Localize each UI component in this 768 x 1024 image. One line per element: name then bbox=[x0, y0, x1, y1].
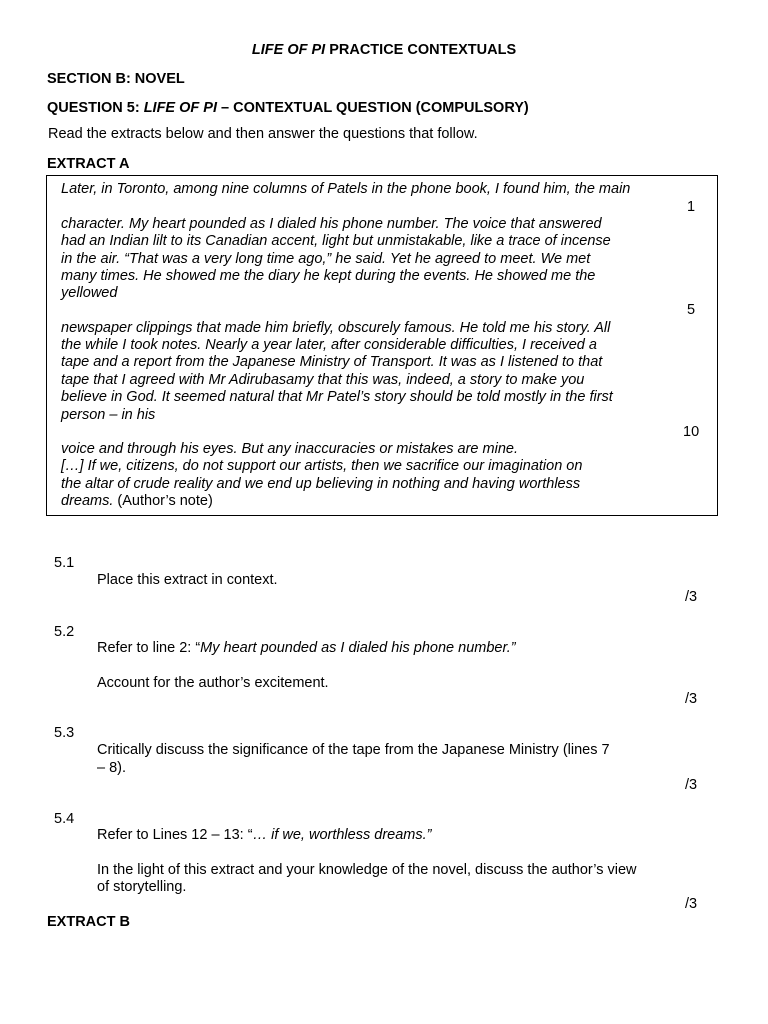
extract-line-text: dreams. bbox=[61, 493, 114, 509]
question-reference bbox=[97, 640, 516, 658]
extract-line: believe in God. It seemed natural that Mr Patel’s story should be told mostly in the first bbox=[61, 389, 613, 405]
reference-prefix: Refer to line 2: “ bbox=[97, 640, 201, 656]
question-number: 5.3 bbox=[54, 725, 75, 741]
extract-b-heading: EXTRACT B bbox=[47, 914, 130, 930]
instruction-text: Read the extracts below and then answer the questions that follow. bbox=[48, 126, 478, 142]
question-text: In the light of this extract and your knowledge of the novel, discuss the author’s view bbox=[97, 862, 637, 878]
title-italic: LIFE OF PI bbox=[251, 42, 326, 58]
question-marks: /3 bbox=[685, 691, 698, 707]
question-text: Account for the author’s excitement. bbox=[97, 675, 329, 691]
question-rest: – CONTEXTUAL QUESTION (COMPULSORY) bbox=[217, 100, 529, 116]
extract-a-heading: EXTRACT A bbox=[47, 156, 130, 172]
extract-line: the while I took notes. Nearly a year later, after considerable difficulties, I received a bbox=[61, 337, 597, 353]
extract-line: in the air. “That was a very long time ago,” he said. Yet he agreed to meet. We met bbox=[61, 251, 591, 267]
question-italic: LIFE OF PI bbox=[143, 100, 217, 116]
extract-line: many times. He showed me the diary he kept during the events. He showed me the bbox=[61, 268, 596, 284]
section-heading: SECTION B: NOVEL bbox=[47, 71, 185, 87]
question-number: 5.4 bbox=[54, 811, 75, 827]
reference-quote: … if we, worthless dreams.” bbox=[252, 827, 432, 843]
extract-line: voice and through his eyes. But any inaccuracies or mistakes are mine. bbox=[61, 441, 518, 457]
question-marks: /3 bbox=[685, 777, 698, 793]
question-marks: /3 bbox=[685, 896, 698, 912]
question-number: 5.1 bbox=[54, 555, 75, 571]
extract-line-last bbox=[61, 493, 213, 510]
extract-line: the altar of crude reality and we end up believing in nothing and having worthless bbox=[61, 476, 581, 492]
extract-line: yellowed bbox=[61, 285, 118, 301]
extract-line: had an Indian lilt to its Canadian accent, light but unmistakable, like a trace of incense bbox=[61, 233, 611, 249]
question-number: 5.2 bbox=[54, 624, 75, 640]
question-text-continued: of storytelling. bbox=[97, 879, 187, 895]
question-marks: /3 bbox=[685, 589, 698, 605]
extract-line: Later, in Toronto, among nine columns of Patels in the phone book, I found him, the main bbox=[61, 181, 631, 197]
line-number: 10 bbox=[683, 424, 700, 440]
line-number: 1 bbox=[687, 199, 696, 215]
reference-prefix: Refer to Lines 12 – 13: “ bbox=[97, 827, 253, 843]
question-text: Critically discuss the significance of the tape from the Japanese Ministry (lines 7 bbox=[97, 742, 610, 758]
extract-line: […] If we, citizens, do not support our artists, then we sacrifice our imagination on bbox=[61, 458, 583, 474]
title-rest: PRACTICE CONTEXTUALS bbox=[325, 42, 517, 58]
extract-line: newspaper clippings that made him briefly, obscurely famous. He told me his story. All bbox=[61, 320, 611, 336]
question-reference bbox=[97, 827, 431, 845]
extract-line: tape that I agreed with Mr Adirubasamy that this was, indeed, a story to make you bbox=[61, 372, 585, 388]
question-prefix: QUESTION 5: bbox=[47, 100, 144, 116]
question-heading bbox=[47, 100, 529, 116]
question-text-continued: – 8). bbox=[97, 760, 127, 776]
line-number: 5 bbox=[687, 302, 696, 318]
page-title bbox=[0, 42, 768, 58]
question-text: Place this extract in context. bbox=[97, 572, 278, 588]
extract-attribution: (Author’s note) bbox=[113, 493, 213, 509]
extract-line: person – in his bbox=[61, 407, 156, 423]
reference-quote: My heart pounded as I dialed his phone number.” bbox=[200, 640, 516, 656]
extract-line: character. My heart pounded as I dialed his phone number. The voice that answered bbox=[61, 216, 602, 232]
extract-line: tape and a report from the Japanese Ministry of Transport. It was as I listened to that bbox=[61, 354, 603, 370]
